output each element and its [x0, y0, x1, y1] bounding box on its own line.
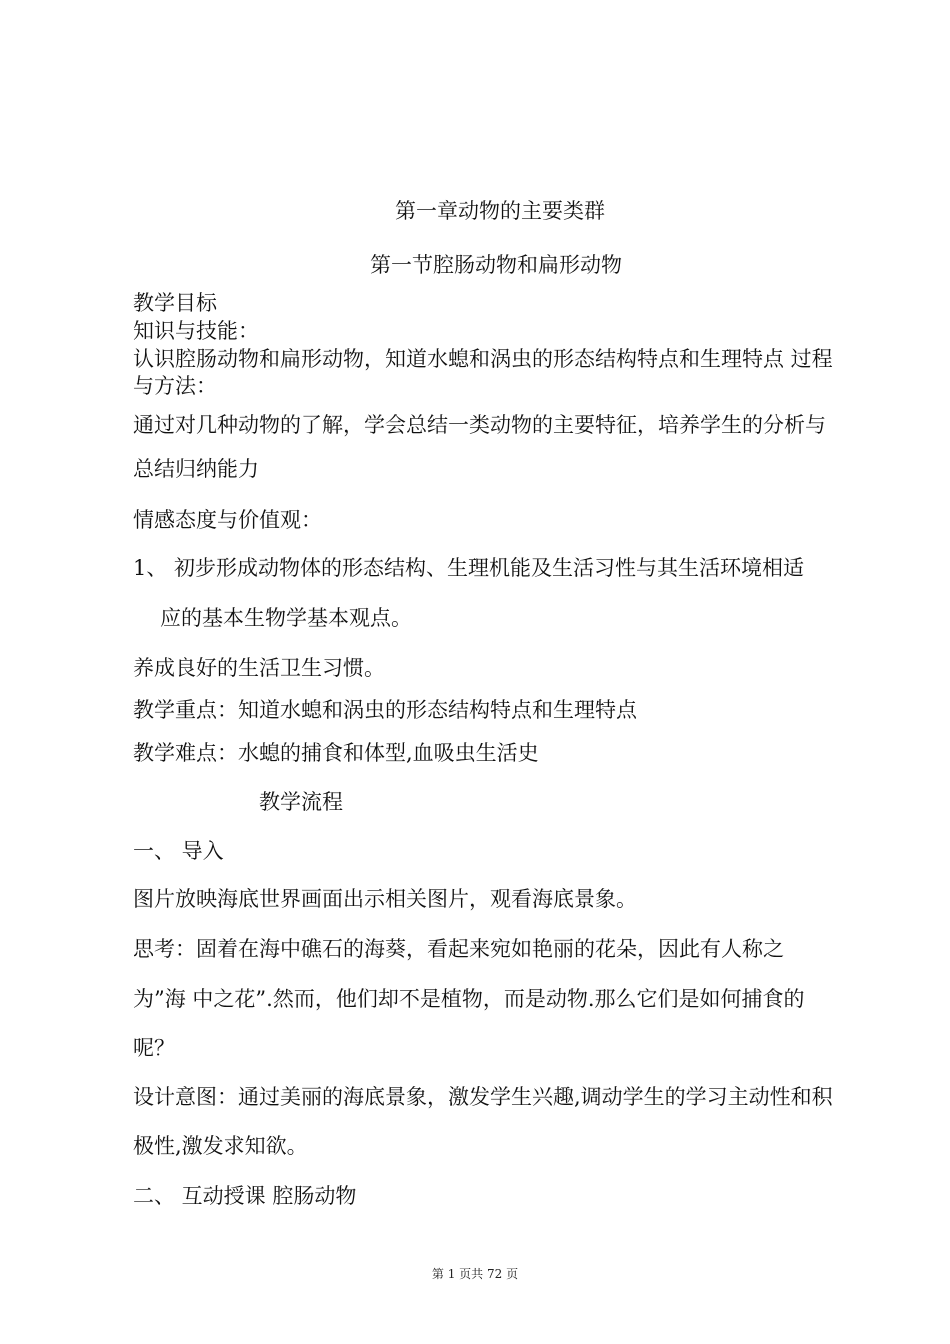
text-line-1: 教学目标	[133, 291, 217, 315]
text-line-3: 认识腔肠动物和扁形动物，知道水螅和涡虫的形态结构特点和生理特点 过程	[133, 347, 833, 371]
text-line-16: 思考：固着在海中礁石的海葵，看起来宛如艳丽的花朵，因此有人称之	[133, 937, 784, 961]
text-line-12: 教学难点：水螅的捕食和体型,血吸虫生活史	[133, 741, 539, 765]
text-line-21: 二、 互动授课 腔肠动物	[133, 1184, 357, 1208]
chapter-title: 第一章动物的主要类群	[395, 199, 605, 223]
text-line-17: 为”海 中之花”.然而，他们却不是植物，而是动物.那么它们是如何捕食的	[133, 987, 805, 1011]
text-line-11: 教学重点：知道水螅和涡虫的形态结构特点和生理特点	[133, 698, 637, 722]
text-line-6: 总结归纳能力	[133, 457, 259, 481]
text-line-5: 通过对几种动物的了解，学会总结一类动物的主要特征，培养学生的分析与	[133, 413, 826, 437]
text-line-20: 极性,激发求知欲。	[133, 1134, 308, 1158]
text-line-2: 知识与技能：	[133, 319, 259, 343]
text-line-4: 与方法：	[133, 374, 217, 398]
text-line-18: 呢？	[133, 1036, 175, 1060]
page-footer: 第 1 页共 72 页	[431, 1267, 519, 1281]
text-line-15: 图片放映海底世界画面出示相关图片，观看海底景象。	[133, 887, 637, 911]
text-line-7: 情感态度与价值观：	[133, 508, 322, 532]
text-line-13: 教学流程	[259, 790, 343, 814]
text-line-10: 养成良好的生活卫生习惯。	[133, 656, 385, 680]
text-line-8: 1、 初步形成动物体的形态结构、生理机能及生活习性与其生活环境相适	[133, 556, 805, 580]
text-line-9: 应的基本生物学基本观点。	[160, 606, 412, 630]
text-line-19: 设计意图：通过美丽的海底景象，激发学生兴趣,调动学生的学习主动性和积	[133, 1085, 833, 1109]
text-line-14: 一、 导入	[133, 839, 224, 863]
section-title: 第一节腔肠动物和扁形动物	[370, 253, 622, 277]
